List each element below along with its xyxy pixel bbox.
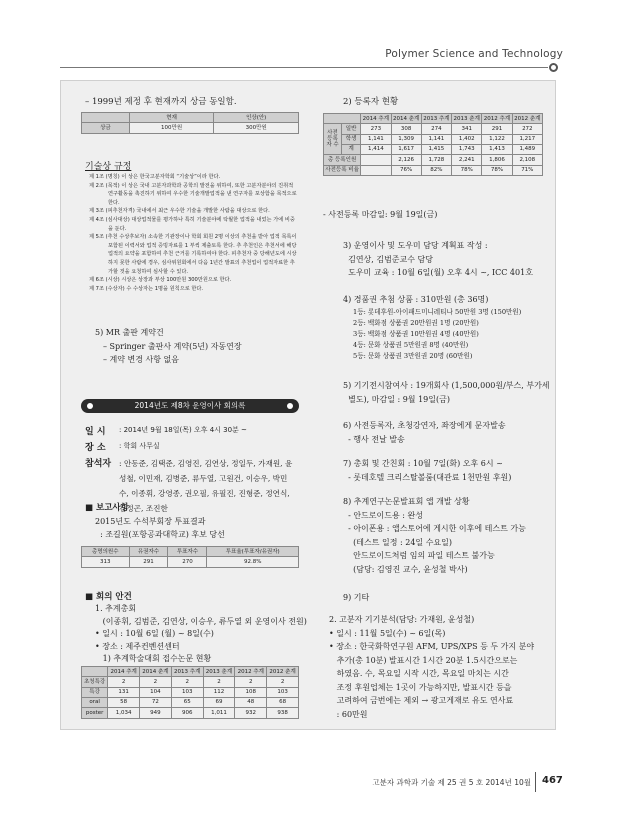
table-row: [324, 165, 543, 175]
mr-item: – 계약 변경 사항 없음: [103, 355, 179, 364]
table-cell: 계: [342, 144, 361, 154]
prize-history-line: – 1999년 제정 후 현재까지 상금 동일함.: [85, 97, 237, 107]
text-line: 8) 추계연구논문발표회 앱 개발 상황: [343, 497, 470, 506]
agenda-line: • 일시 : 10월 6일 (월) ~ 8일(수): [95, 629, 214, 638]
table-cell: 68: [267, 697, 299, 707]
table-header-cell: [324, 114, 361, 124]
table-cell: 초청특강: [82, 677, 108, 687]
rules-title: 기술상 규정: [85, 162, 132, 172]
section-3: [343, 239, 543, 280]
footer-divider: [535, 772, 536, 792]
table-cell: 2: [235, 677, 267, 687]
table-cell: 2,126: [391, 155, 421, 165]
row-label: 총 등록인원: [324, 155, 361, 165]
text-line: - 아이폰용 : 앱스토어에 게시한 이후에 테스트 가능: [343, 524, 526, 533]
table-cell: 1,415: [421, 144, 451, 154]
text-line: 도우미 교육 : 10월 6일(월) 오후 4시 ~, ICC 401호: [343, 268, 533, 277]
table-header-cell: 2014 춘계: [140, 667, 172, 677]
text-line: 5) 기기전시참여사 : 19개회사 (1,500,000원/부스, 부가세: [343, 381, 550, 390]
agenda-line: 1) 추계학술대회 접수논문 현황: [95, 654, 212, 663]
table-header-cell: 2014 추계: [108, 667, 140, 677]
table-cell: 1,617: [391, 144, 421, 154]
table-row: [82, 677, 299, 687]
table-cell: 1,414: [361, 144, 391, 154]
paper-table: [81, 666, 299, 719]
agenda-line: 1. 추계총회: [95, 604, 137, 613]
section-6: [343, 419, 543, 446]
page-header: [0, 0, 619, 78]
table-cell: 2: [203, 677, 235, 687]
agenda-title: ■ 회의 안건: [85, 592, 132, 602]
table-cell: 82%: [421, 165, 451, 175]
table-header-cell: 2012 춘계: [267, 667, 299, 677]
table-header-cell: 2014 춘계: [391, 114, 421, 124]
text-line: 6) 사전등록자, 초청강연자, 좌장에게 문자발송: [343, 421, 506, 430]
text-line: 3등: 백화점 상품권 10만원권 4명 (40만원): [353, 330, 479, 338]
table-cell: 71%: [512, 165, 542, 175]
table-row: [324, 124, 543, 134]
text-line: 고려하여 금번에는 제외 → 광고게재로 유도 연사료: [329, 696, 514, 705]
text-line: • 장소 : 한국화학연구원 AFM, UPS/XPS 등 두 가지 분야: [329, 642, 535, 651]
info-value: : 학회 사무실: [119, 442, 160, 450]
agenda-lines: [95, 603, 305, 666]
report-title: ■ 보고사항: [85, 503, 129, 513]
table-cell: 313: [82, 557, 130, 567]
table-row: [82, 557, 299, 567]
table-header-cell: 2012 추계: [482, 114, 512, 124]
table-cell: 1,217: [512, 134, 542, 144]
section-7: [343, 457, 543, 484]
table-cell: 1,309: [391, 134, 421, 144]
row-group-label: 사전 등록자 수: [324, 124, 342, 155]
text-line: 별도), 마감일 : 9월 19일(금): [343, 394, 450, 404]
table-cell: 2: [108, 677, 140, 687]
text-line: : 60만원: [329, 709, 368, 719]
table-cell: 100만원: [129, 123, 214, 133]
info-label: 참석자: [85, 459, 112, 469]
table-cell: 72: [140, 697, 172, 707]
section-instrument: [329, 613, 543, 721]
rule-item: 제 5조 (추천 수상후보자) 소속한 기관장이나 학회 회원 2명 이상의 추천을 받아 업적 목록이 포함된 이력서와 업적 증빙자료를 1 부씩 제출토록 한다. 추 추천인은 추천서에 해당 업적의 요약을 포함하여 추천 근거를 기록하여야 한다. 피추천자 중 당해년도에 시상하지 못한 사람에 경우, 심사위원회에서 다음 1년간 발표의 추천업이 업적자료한 추가할 것을 요청하여 심사할 수 있다.: [89, 234, 297, 275]
mr-title: 5) MR 출판 계약건: [95, 328, 164, 337]
table-row: [82, 708, 299, 718]
text-line: 하였음. 수, 목요일 시작 시간, 목요일 마치는 시간: [329, 669, 509, 678]
table-header-cell: 2014 추계: [361, 114, 391, 124]
text-line: 1등: 롯데후원-아이패드미니레티나 50만원 3명 (150만원): [353, 308, 522, 316]
text-line: 안드로이드처럼 임의 파일 테스트 불가능: [343, 551, 495, 560]
table-row: [324, 144, 543, 154]
table-cell: 274: [421, 124, 451, 134]
table-header-cell: 2013 춘계: [203, 667, 235, 677]
table-cell: 108: [235, 687, 267, 697]
table-cell: 1,402: [452, 134, 482, 144]
table-cell: 273: [361, 124, 391, 134]
table-cell: 78%: [452, 165, 482, 175]
info-label: 장 소: [85, 443, 106, 453]
table-cell: 308: [391, 124, 421, 134]
table-cell: 69: [203, 697, 235, 707]
text-line: (담당: 김영진 교수, 윤성철 박사): [343, 564, 468, 574]
table-cell: 1,034: [108, 708, 140, 718]
table-cell: 1,141: [421, 134, 451, 144]
text-line: - 롯데호텔 크리스탈볼룸(대관료 1천만원 후원): [343, 472, 512, 482]
journal-title: Polymer Science and Technology: [385, 48, 563, 60]
table-cell: 2,108: [512, 155, 542, 165]
table-cell: 92.8%: [207, 557, 299, 567]
table-header-cell: 현재: [129, 113, 214, 123]
table-cell: 1,806: [482, 155, 512, 165]
info-label: 일 시: [85, 427, 106, 437]
table-row: [82, 123, 299, 133]
table-cell: 932: [235, 708, 267, 718]
text-line: • 일시 : 11월 5일(수) ~ 6일(목): [329, 628, 446, 638]
table-cell: 104: [140, 687, 172, 697]
section-5: [343, 379, 550, 406]
table-cell: 65: [171, 697, 203, 707]
table-cell: [361, 155, 391, 165]
table-cell: 103: [171, 687, 203, 697]
header-circle-ornament: [549, 63, 558, 72]
table-cell: 특강: [82, 687, 108, 697]
table-cell: 1,122: [482, 134, 512, 144]
table-cell: 상금: [82, 123, 130, 133]
table-cell: 341: [452, 124, 482, 134]
table-row: [82, 687, 299, 697]
text-line: 조정 후원업체는 1곳이 가능하지만, 발표시간 등을: [329, 682, 512, 692]
info-value: : 2014년 9월 18일(목) 오후 4시 30분 ~: [119, 426, 247, 434]
text-line: 5등: 문화 상품권 3만원권 20명 (60만원): [353, 352, 473, 360]
rules-list: [89, 173, 297, 293]
text-line: 4등: 문화 상품권 5만원권 8명 (40만원): [353, 341, 469, 349]
rule-item: 제 7조 (수상자) 수 수상자는 1명을 원칙으로 한다.: [89, 285, 204, 292]
banner-title: 2014년도 제8차 운영이사 회의록: [134, 401, 246, 410]
prize-table: [81, 112, 299, 134]
table-header-cell: 2013 추계: [171, 667, 203, 677]
table-cell: 291: [482, 124, 512, 134]
bullet-icon: [87, 403, 93, 409]
rule-item: 제 3조 (피추천자격) 국내에서 최근 우수한 기술을 개발한 사람을 대상으로 한다.: [89, 208, 270, 215]
table-cell: 1,728: [421, 155, 451, 165]
table-cell: 103: [267, 687, 299, 697]
page-number: 467: [542, 775, 563, 786]
footer-text: 고분자 과학과 기술 제 25 권 5 호 2014년 10월: [372, 778, 531, 787]
rule-item: 제 2조 (목적) 이 상은 국내 고분자과학과 공학의 발전을 위하여, 또한 고분자분야의 진취적 연구활동을 촉진하기 위하여 우수한 기술개발업적을 낸 연구자를 포상함을 목적으로 한다.: [89, 182, 297, 206]
table-cell: 906: [171, 708, 203, 718]
table-cell: 2: [171, 677, 203, 687]
table-row: [324, 155, 543, 165]
text-line: 7) 총회 및 간친회 : 10월 7일(화) 오후 6시 ~: [343, 459, 503, 468]
table-row: [82, 697, 299, 707]
table-header-cell: 2013 추계: [421, 114, 451, 124]
table-header-cell: 투표율(투표자/유권자): [207, 547, 299, 557]
table-header-cell: 총명의원수: [82, 547, 130, 557]
content-panel: [60, 80, 556, 730]
section-9: 9) 기타: [343, 593, 370, 602]
mr-item: – Springer 출판사 계약(5년) 자동연장: [103, 342, 242, 351]
table-cell: oral: [82, 697, 108, 707]
table-cell: 2: [267, 677, 299, 687]
table-cell: 1,743: [452, 144, 482, 154]
table-row: [324, 134, 543, 144]
bullet-icon: [287, 403, 293, 409]
agenda-line: (이종휘, 김범준, 김연상, 이승우, 류두열 외 운영이사 전원): [95, 616, 307, 626]
table-cell: 291: [129, 557, 168, 567]
header-rule: [60, 67, 548, 68]
prize-draw-list: [353, 307, 543, 362]
table-cell: 일반: [342, 124, 361, 134]
table-cell: 949: [140, 708, 172, 718]
section-8: [343, 495, 543, 576]
table-cell: 78%: [482, 165, 512, 175]
row-label: 사전등록 비율: [324, 165, 361, 175]
prize-draw-title: 4) 경품권 추첨 상품 : 310만원 (총 36명): [343, 295, 489, 304]
table-cell: 1,141: [361, 134, 391, 144]
text-line: - 행사 전날 발송: [343, 434, 405, 444]
table-cell: 938: [267, 708, 299, 718]
attendees: : 안동준, 김택준, 김영진, 김연상, 정일두, 가재원, 윤성철, 이민재, 김병준, 류두열, 고원건, 이승우, 박민수, 이종휘, 강영종, 권오필, 유필진, 진형준, 정연식, 김정곤, 조진한: [119, 459, 293, 513]
text-line: 2등: 백화점 상품권 20만원권 1명 (20만원): [353, 319, 479, 327]
table-cell: 272: [512, 124, 542, 134]
table-cell: 270: [168, 557, 207, 567]
registration-table: [323, 113, 543, 176]
report-line: 2015년도 수석부회장 투표결과: [95, 517, 206, 526]
agenda-line: • 장소 : 제주컨벤션센터: [95, 641, 180, 651]
table-cell: 112: [203, 687, 235, 697]
text-line: - 안드로이드용 : 완성: [343, 510, 423, 520]
table-header-cell: 2012 춘계: [512, 114, 542, 124]
report-line: : 조길원(포항공과대학교) 후보 당선: [95, 530, 225, 539]
table-header-cell: 유권자수: [129, 547, 168, 557]
table-cell: 76%: [391, 165, 421, 175]
rule-item: 제 6조 (시상) 시상은 상장과 부상 100만원 300만원으로 한다.: [89, 277, 232, 284]
table-cell: 1,413: [482, 144, 512, 154]
text-line: (테스트 일정 : 24일 수요일): [343, 537, 453, 547]
table-cell: 48: [235, 697, 267, 707]
table-header-cell: 2013 춘계: [452, 114, 482, 124]
reg-title: 2) 등록자 현황: [343, 97, 399, 107]
text-line: 2. 고분자 기기분석(담당: 가재원, 윤성철): [329, 615, 475, 624]
table-cell: poster: [82, 708, 108, 718]
table-header-cell: 인상(안): [214, 113, 299, 123]
meeting-banner: [81, 399, 299, 413]
reg-note: - 사전등록 마감일: 9월 19일(금): [323, 210, 438, 219]
table-cell: 학생: [342, 134, 361, 144]
text-line: 김연상, 김범준교수 담당: [343, 254, 433, 264]
table-cell: 2: [140, 677, 172, 687]
table-cell: 2,241: [452, 155, 482, 165]
table-header-cell: [82, 667, 108, 677]
text-line: 추가(총 10분) 발표시간 1시간 20분 1.5시간으로는: [329, 655, 518, 665]
table-cell: [361, 165, 391, 175]
text-line: 3) 운영이사 및 도우미 담당 계획표 작성 :: [343, 241, 488, 250]
vote-table: [81, 546, 299, 568]
table-cell: 58: [108, 697, 140, 707]
table-cell: 1,011: [203, 708, 235, 718]
table-header-cell: 투표자수: [168, 547, 207, 557]
table-header-cell: 2012 추계: [235, 667, 267, 677]
table-cell: 300만원: [214, 123, 299, 133]
table-cell: 131: [108, 687, 140, 697]
rule-item: 제 1조 (명칭) 이 상은 한국고분자학회 “기술상”이라 한다.: [89, 174, 221, 180]
table-cell: 1,489: [512, 144, 542, 154]
table-header-cell: [82, 113, 130, 123]
rule-item: 제 4조 (심사대상) 대상업적물를 평가하나 특히 기술분야에 탁월한 업적을 내었는 가에 비중을 둔다.: [89, 216, 295, 232]
